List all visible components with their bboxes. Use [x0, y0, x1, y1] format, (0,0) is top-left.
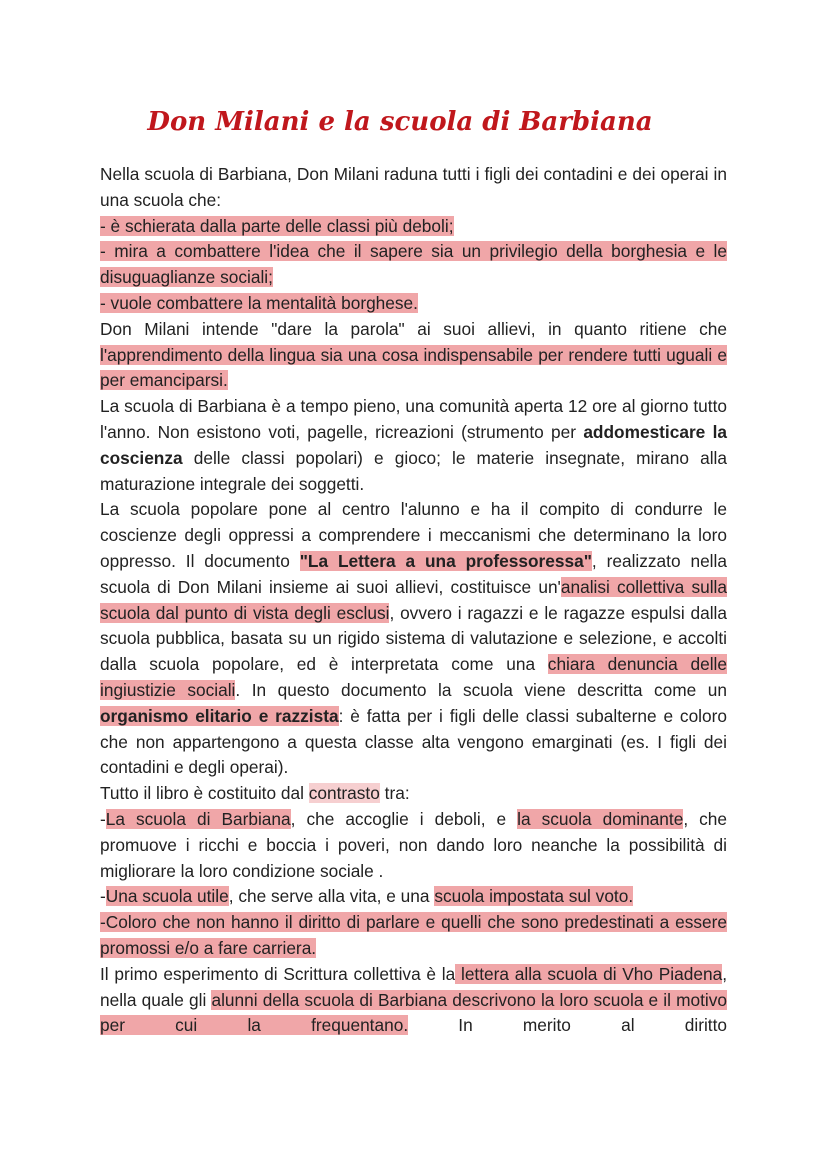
list-item-highlight: - è schierata dalla parte delle classi più deboli; — [100, 215, 454, 236]
highlight-run: Una scuola utile — [105, 886, 229, 907]
text-run: , ovvero i ragazzi e le ragazze espulsi dalla scuola pubblica, basata su un rigido sistema di valutazione e selezione, e accolti dalla scuola popolare, ed è interpretata come una — [100, 602, 727, 675]
highlight-run: chiara denuncia delle ingiustizie sociali — [100, 654, 728, 700]
highlight-run: lettera alla scuola di Vho Piadena — [455, 963, 723, 984]
document-body — [100, 162, 727, 1039]
paragraph-tempo-pieno — [100, 394, 727, 497]
paragraph-parola — [100, 317, 727, 394]
highlight-run: contrasto — [308, 783, 380, 804]
text-run: In merito al diritto — [408, 1015, 727, 1036]
text-run: - — [100, 886, 106, 907]
paragraph-vho-piadena — [100, 962, 727, 1039]
text-run: - — [100, 808, 106, 829]
page-title: Don Milani e la scuola di Barbiana — [147, 107, 653, 137]
text-run: Il primo esperimento di Scrittura collettiva è la — [100, 963, 456, 984]
text-run: tra: — [379, 783, 410, 804]
text-run: , realizzato nella scuola di Don Milani insieme ai suoi allievi, costituisce un' — [100, 550, 727, 597]
bold-highlight-run: organismo elitario e razzista — [100, 705, 339, 726]
text-run: , che promuove i ricchi e boccia i poveri, non dando loro neanche la possibilità di migliorare la loro condizione sociale . — [100, 808, 727, 881]
bold-highlight-run: "La Lettera a una professoressa" — [299, 550, 592, 571]
highlight-run: la scuola dominante — [517, 808, 684, 829]
highlight-run: La scuola di Barbiana — [105, 808, 291, 829]
text-run: , nella quale gli — [100, 963, 727, 1010]
paragraph-scuola-popolare — [100, 497, 727, 781]
highlight-run: analisi collettiva sulla scuola dal punto di vista degli esclusi — [100, 576, 728, 623]
highlight-run: -Coloro che non hanno il diritto di parlare e quelli che sono predestinati a essere promossi e/o a fare carriera. — [100, 912, 727, 958]
text-run: . In questo documento la scuola viene descritta come un — [235, 679, 727, 700]
highlight-run: alunni della scuola di Barbiana descrivono la loro scuola e il motivo per cui la frequentano. — [100, 989, 727, 1036]
text-run: , che accoglie i deboli, e — [290, 808, 518, 829]
text-run: , che serve alla vita, e una — [228, 886, 435, 907]
paragraph-intro — [100, 162, 727, 317]
text-run: Don Milani intende "dare la parola" ai suoi allievi, in quanto ritiene che — [100, 318, 727, 339]
text-run: La scuola popolare pone al centro l'alunno e ha il compito di condurre le coscienze degli oppressi a comprendere i meccanismi che determinano la loro oppresso. Il documento — [100, 499, 727, 571]
highlight-run: l'apprendimento della lingua sia una cosa indispensabile per rendere tutti uguali e per emanciparsi. — [100, 344, 727, 391]
highlight-run: scuola impostata sul voto. — [434, 886, 634, 907]
text-run: La scuola di Barbiana è a tempo pieno, una comunità aperta 12 ore al giorno tutto l'anno. Non esistono voti, pagelle, ricreazioni (strumento per — [100, 396, 727, 442]
list-item-highlight: - vuole combattere la mentalità borghese. — [100, 292, 418, 313]
bold-run: addomesticare la coscienza — [100, 421, 727, 468]
text-run: delle classi popolari) e gioco; le materie insegnate, mirano alla maturazione integrale dei soggetti. — [100, 447, 727, 494]
text-run: : è fatta per i figli delle classi subalterne e coloro che non appartengono a questa classe alta vengono emarginati (es. I figli dei contadini e degli operai). — [100, 705, 727, 778]
paragraph-contrasto — [100, 781, 727, 962]
list-item-highlight: - mira a combattere l'idea che il sapere sia un privilegio della borghesia e le disuguaglianze sociali; — [100, 241, 727, 288]
text-run: Tutto il libro è costituito dal — [100, 783, 309, 804]
intro-text: Nella scuola di Barbiana, Don Milani raduna tutti i figli dei contadini e dei operai in una scuola che: — [100, 164, 727, 210]
